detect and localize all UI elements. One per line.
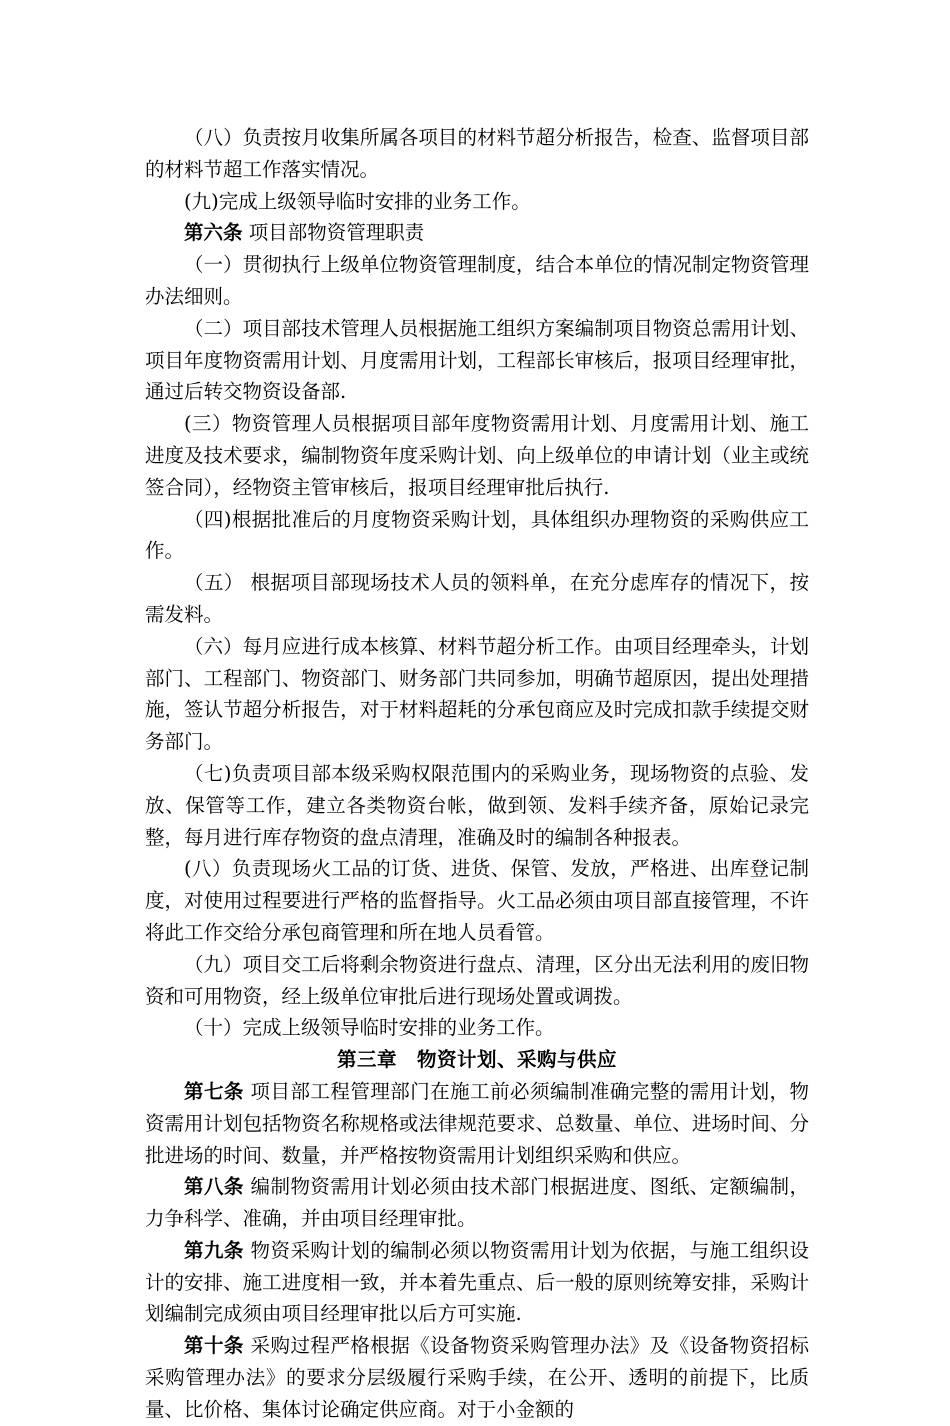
article-8: 第八条 编制物资需用计划必须由技术部门根据进度、图纸、定额编制，力争科学、准确，并由项目经理审批。 [145,1175,809,1231]
chapter-3-heading: 第三章 物资计划、采购与供应 [336,1048,617,1072]
duty-7: （七)负责项目部本级采购权限范围内的采购业务，现场物资的点验、发放、保管等工作，建立各类物资台帐，做到领、发料手续齐备，原始记录完整，每月进行库存物资的盘点清理，准确及时的编制各种报表。 [145,761,809,849]
duty-3: (三）物资管理人员根据项目部年度物资需用计划、月度需用计划、施工进度及技术要求，编制物资年度采购计划、向上级单位的申请计划（业主或统签合同），经物资主管审核后，报项目经理审批后执行. [145,412,809,499]
duty-4: （四)根据批准后的月度物资采购计划，具体组织办理物资的采购供应工作。 [145,507,809,563]
duty-6: （六）每月应进行成本核算、材料节超分析工作。由项目经理牵头，计划部门、工程部门、物资部门、财务部门共同参加，明确节超原因，提出处理措施，签认节超分析报告，对于材料超耗的分承包商应及时完成扣款手续提交财务部门。 [145,634,809,754]
duty-5: （五） 根据项目部现场技术人员的领料单，在充分虑库存的情况下，按需发料。 [145,571,809,626]
paragraph-8-monthly-reports: （八）负责按月收集所属各项目的材料节超分析报告，检查、监督项目部的材料节超工作落实情况。 [145,126,809,181]
paragraph-9-temporary-tasks: (九)完成上级领导临时安排的业务工作。 [184,189,531,213]
document-body [145,122,809,1426]
article-label: 第八条 [184,1175,244,1199]
duty-8: (八）负责现场火工品的订货、进货、保管、发放，严格进、出库登记制度，对使用过程要进行严格的监督指导。火工品必须由项目部直接管理，不许将此工作交给分承包商管理和所在地人员看管。 [145,857,809,944]
article-9: 第九条 物资采购计划的编制必须以物资需用计划为依据，与施工组织设计的安排、施工进度相一致，并本着先重点、后一般的原则统筹安排，采购计划编制完成须由项目经理审批以后方可实施. [145,1238,809,1326]
article-10: 第十条 采购过程严格根据《设备物资采购管理办法》及《设备物资招标采购管理办法》的要求分层级履行采购手续，在公开、透明的前提下，比质量、比价格、集体讨论确定供应商。对于小金额的 [145,1334,809,1421]
article-label: 第七条 [184,1079,244,1103]
article-label: 第六条 [184,221,243,245]
duty-1: （一）贯彻执行上级单位物资管理制度，结合本单位的情况制定物资管理办法细则。 [145,253,809,308]
duty-9: （九）项目交工后将剩余物资进行盘点、清理，区分出无法利用的废旧物资和可用物资，经上级单位审批后进行现场处置或调拨。 [145,952,809,1008]
duty-2: （二）项目部技术管理人员根据施工组织方案编制项目物资总需用计划、项目年度物资需用计划、月度需用计划，工程部长审核后，报项目经理审批，通过后转交物资设备部. [145,316,809,404]
article-7: 第七条 项目部工程管理部门在施工前必须编制准确完整的需用计划，物资需用计划包括物资名称规格或法律规范要求、总数量、单位、进场时间、分批进场的时间、数量，并严格按物资需用计划组织采购和供应。 [145,1079,809,1167]
article-label: 第十条 [184,1334,244,1358]
article-label: 第九条 [184,1238,244,1262]
duty-10: （十）完成上级领导临时安排的业务工作。 [184,1016,555,1040]
article-6-heading: 第六条 项目部物资管理职责 [184,221,425,245]
